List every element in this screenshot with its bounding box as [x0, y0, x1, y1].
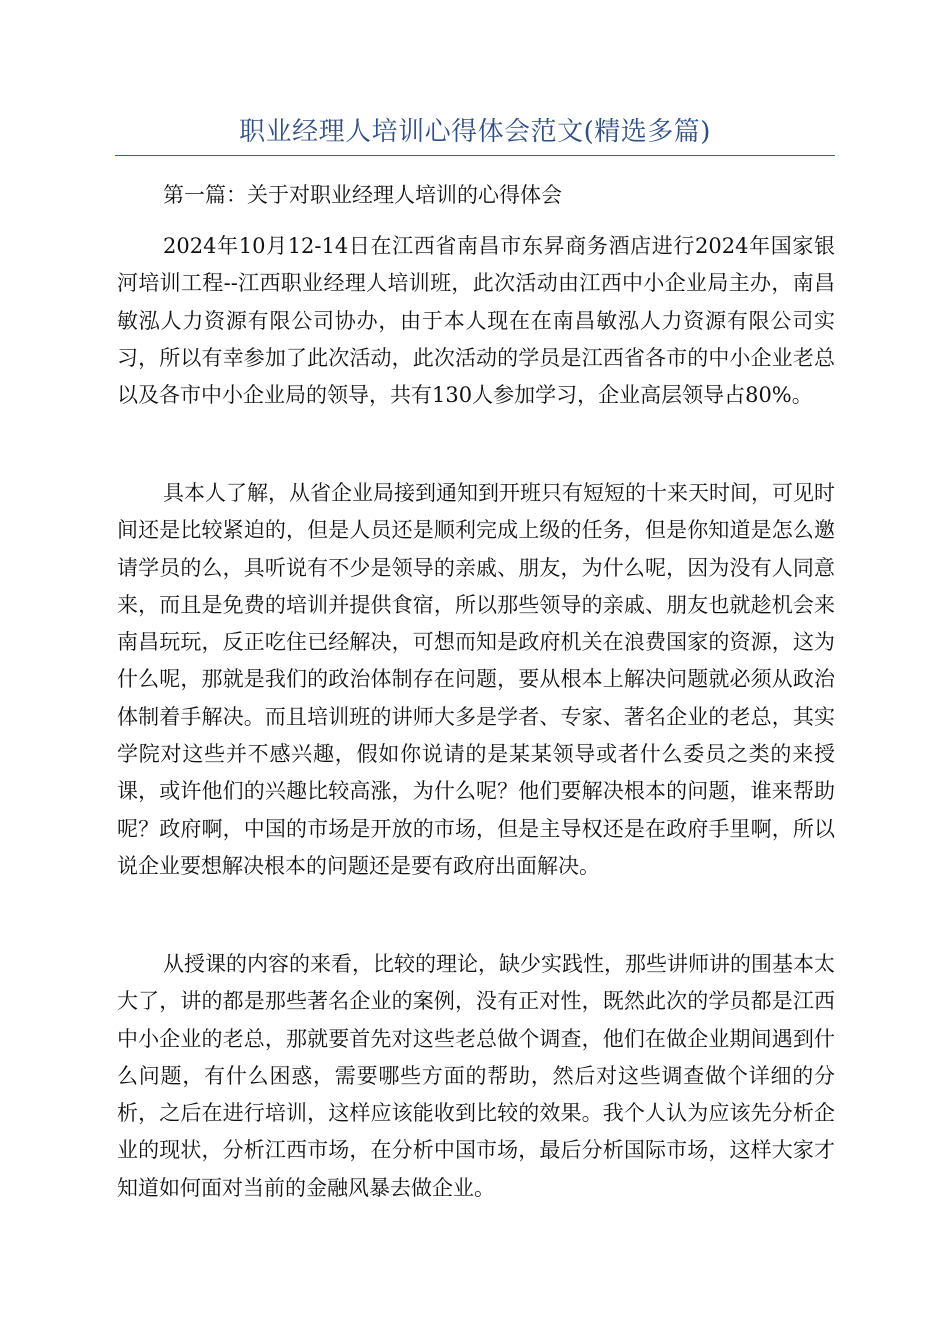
paragraph-2: 具本人了解，从省企业局接到通知到开班只有短短的十来天时间，可见时间还是比较紧迫的，但是人员还是顺利完成上级的任务，但是你知道是怎么邀请学员的么，具听说有不少是领导的亲戚、朋友，为什么呢，因为没有人同意来，而且是免费的培训并提供食宿，所以那些领导的亲戚、朋友也就趁机会来南昌玩玩，反正吃住已经解决，可想而知是政府机关在浪费国家的资源，这为什么呢，那就是我们的政治体制存在问题，要从根本上解决问题就必须从政治体制着手解决。而且培训班的讲师大多是学者、专家、著名企业的老总，其实学院对这些并不感兴趣，假如你说请的是某某领导或者什么委员之类的来授课，或许他们的兴趣比较高涨，为什么呢？他们要解决根本的问题，谁来帮助呢？政府啊，中国的市场是开放的市场，但是主导权还是在政府手里啊，所以说企业要想解决根本的问题还是要有政府出面解决。	[117, 481, 835, 878]
paragraph-3: 从授课的内容的来看，比较的理论，缺少实践性，那些讲师讲的围基本太大了，讲的都是那些著名企业的案例，没有正对性，既然此次的学员都是江西中小企业的老总，那就要首先对这些老总做个调查，他们在做企业期间遇到什么问题，有什么困惑，需要哪些方面的帮助，然后对这些调查做个详细的分析，之后在进行培训，这样应该能收到比较的效果。我个人认为应该先分析企业的现状，分析江西市场，在分析中国市场，最后分析国际市场，这样大家才知道如何面对当前的金融风暴去做企业。	[117, 952, 835, 1200]
section-heading: 第一篇：关于对职业经理人培训的心得体会	[163, 183, 562, 207]
title-underline	[115, 155, 835, 156]
document-title: 职业经理人培训心得体会范文(精选多篇)	[239, 117, 711, 147]
paragraph-1: 2024年10月12-14日在江西省南昌市东昇商务酒店进行2024年国家银河培训工程--江西职业经理人培训班，此次活动由江西中小企业局主办，南昌敏泓人力资源有限公司协办，由于本人现在在南昌敏泓人力资源有限公司实习，所以有幸参加了此次活动，此次活动的学员是江西省各市的中小企业老总以及各市中小企业局的领导，共有130人参加学习，企业高层领导占80%。	[117, 234, 835, 408]
